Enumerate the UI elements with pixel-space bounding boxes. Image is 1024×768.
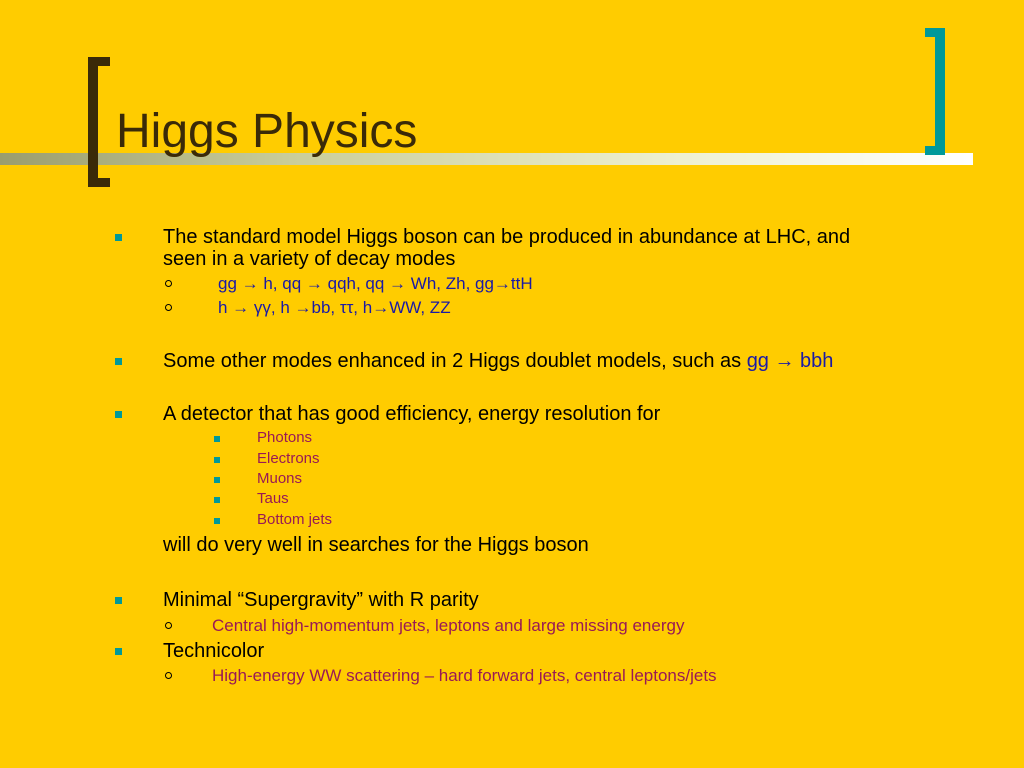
square-bullet-icon [115, 648, 122, 655]
square-bullet-icon [115, 234, 122, 241]
left-bracket-bottom [88, 178, 110, 187]
bullet-text: Minimal “Supergravity” with R parity [163, 589, 479, 611]
square-bullet-icon [115, 411, 122, 418]
circle-bullet-icon [165, 304, 172, 311]
sub-bullet-text: gg → h, qq → qqh, qq → Wh, Zh, gg→ttH [218, 274, 533, 293]
square-bullet-icon [115, 358, 122, 365]
right-bracket-bottom [925, 146, 945, 155]
square-bullet-icon [214, 477, 220, 483]
circle-bullet-icon [165, 672, 172, 679]
circle-bullet-icon [165, 622, 172, 629]
right-bracket-decoration [935, 28, 945, 155]
circle-bullet-icon [165, 280, 172, 287]
bullet-highlight: gg → bbh [746, 350, 834, 372]
right-bracket-top [925, 28, 945, 37]
bullet-text-continued: seen in a variety of decay modes [163, 248, 456, 270]
left-bracket-top [88, 57, 110, 66]
slide-title: Higgs Physics [116, 105, 418, 158]
sub-bullet-text: h → γγ, h →bb, ττ, h→WW, ZZ [218, 298, 451, 317]
sub-bullet-text: High-energy WW scattering – hard forward jets, central leptons/jets [212, 666, 717, 685]
list-item: Photons [257, 429, 313, 446]
bullet-text [163, 350, 833, 372]
bullet-text: A detector that has good efficiency, energy resolution for [163, 403, 661, 425]
bullet-text-main: Some other modes enhanced in 2 Higgs doublet models, such as [163, 350, 747, 372]
list-item: Taus [257, 490, 289, 507]
square-bullet-icon [214, 436, 220, 442]
bullet-conclusion-text: will do very well in searches for the Higgs boson [163, 534, 589, 556]
square-bullet-icon [214, 497, 220, 503]
square-bullet-icon [115, 597, 122, 604]
bullet-text: Technicolor [163, 640, 265, 662]
list-item: Bottom jets [257, 511, 333, 528]
sub-bullet-text: Central high-momentum jets, leptons and large missing energy [212, 616, 685, 635]
bullet-text: The standard model Higgs boson can be produced in abundance at LHC, and [163, 226, 851, 248]
square-bullet-icon [214, 457, 220, 463]
list-item: Muons [257, 470, 303, 487]
left-bracket-decoration [88, 57, 98, 187]
list-item: Electrons [257, 450, 320, 467]
square-bullet-icon [214, 518, 220, 524]
